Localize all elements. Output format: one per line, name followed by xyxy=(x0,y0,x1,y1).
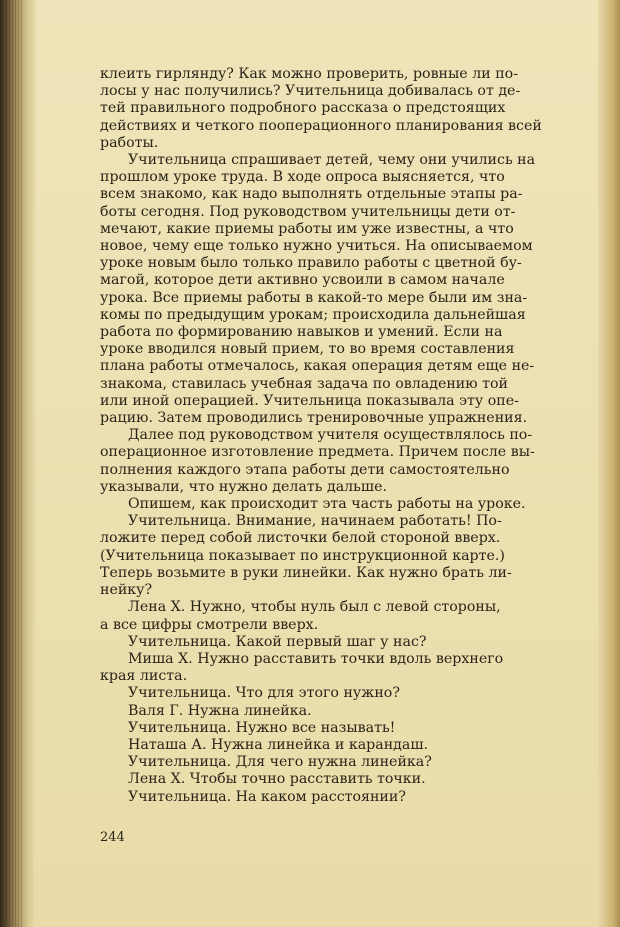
text-line: действиях и четкого пооперационного планирования всей xyxy=(100,117,542,134)
text-line: мечают, какие приемы работы им уже известны, а что xyxy=(100,220,514,237)
text-line: комы по предыдущим урокам; происходила дальнейшая xyxy=(100,306,526,323)
book-spine xyxy=(0,0,34,927)
page-number: 244 xyxy=(100,830,125,845)
text-line: Миша Х. Нужно расставить точки вдоль верхнего xyxy=(128,650,504,667)
text-line: нейку? xyxy=(100,582,153,599)
text-line: знакома, ставилась учебная задача по овладению той xyxy=(100,375,508,392)
text-line: Учительница. Внимание, начинаем работать! По- xyxy=(128,513,502,530)
text-line: или иной операцией. Учительница показывала эту опе- xyxy=(100,392,519,409)
text-line: Опишем, как происходит эта часть работы на уроке. xyxy=(128,496,526,513)
text-line: Учительница. Какой первый шаг у нас? xyxy=(128,633,427,650)
text-line: всем знакомо, как надо выполнять отдельные этапы ра- xyxy=(100,186,523,203)
text-line: Учительница. На каком расстоянии? xyxy=(128,788,406,805)
text-line: клеить гирлянду? Как можно проверить, ровные ли по- xyxy=(100,66,518,82)
text-line: Наташа А. Нужна линейка и карандаш. xyxy=(128,736,429,753)
text-line: рацию. Затем проводились тренировочные упражнения. xyxy=(100,410,528,427)
text-line: тей правильного подробного рассказа о предстоящих xyxy=(100,100,506,117)
text-line: уроке вводился новый прием, то во время составления xyxy=(100,341,515,358)
text-line: ложите перед собой листочки белой стороной вверх. xyxy=(100,530,501,547)
text-line: операционное изготовление предмета. Причем после вы- xyxy=(100,444,535,461)
text-line: уроке новым было только правило работы с цветной бу- xyxy=(100,255,522,272)
page-right-edge xyxy=(598,0,620,927)
text-line: работы. xyxy=(100,134,159,151)
text-line: новое, чему еще только нужно учиться. На описываемом xyxy=(100,238,533,255)
spine-page-edges xyxy=(6,0,24,927)
text-line: (Учительница показывает по инструкционной карте.) xyxy=(100,547,505,564)
text-line: урока. Все приемы работы в какой-то мере были им зна- xyxy=(100,289,528,306)
text-line: работа по формированию навыков и умений. Если на xyxy=(100,324,503,341)
text-line: Учительница. Нужно все называть! xyxy=(128,719,396,736)
text-line: Учительница спрашивает детей, чему они учились на xyxy=(128,152,536,169)
text-line: Учительница. Для чего нужна линейка? xyxy=(128,754,432,771)
text-line: Валя Г. Нужна линейка. xyxy=(128,702,312,719)
text-line: плана работы отмечалось, какая операция детям еще не- xyxy=(100,358,535,375)
text-line: прошлом уроке труда. В ходе опроса выясняется, что xyxy=(100,169,505,186)
text-line: а все цифры смотрели вверх. xyxy=(100,616,319,633)
text-line: края листа. xyxy=(100,668,188,685)
text-line: указывали, что нужно делать дальше. xyxy=(100,478,387,495)
text-line: лосы у нас получились? Учительница добивалась от де- xyxy=(100,83,521,100)
text-line: Учительница. Что для этого нужно? xyxy=(128,685,400,702)
text-line: Лена Х. Нужно, чтобы нуль был с левой стороны, xyxy=(128,599,501,616)
text-line: Далее под руководством учителя осуществлялось по- xyxy=(128,427,533,444)
text-line: Лена Х. Чтобы точно расставить точки. xyxy=(128,771,426,788)
page-text xyxy=(100,66,566,806)
text-line: Теперь возьмите в руки линейки. Как нужно брать ли- xyxy=(100,564,512,581)
text-line: магой, которое дети активно усвоили в самом начале xyxy=(100,272,505,289)
text-line: полнения каждого этапа работы дети самостоятельно xyxy=(100,461,510,478)
text-line: боты сегодня. Под руководством учительницы дети от- xyxy=(100,203,516,220)
